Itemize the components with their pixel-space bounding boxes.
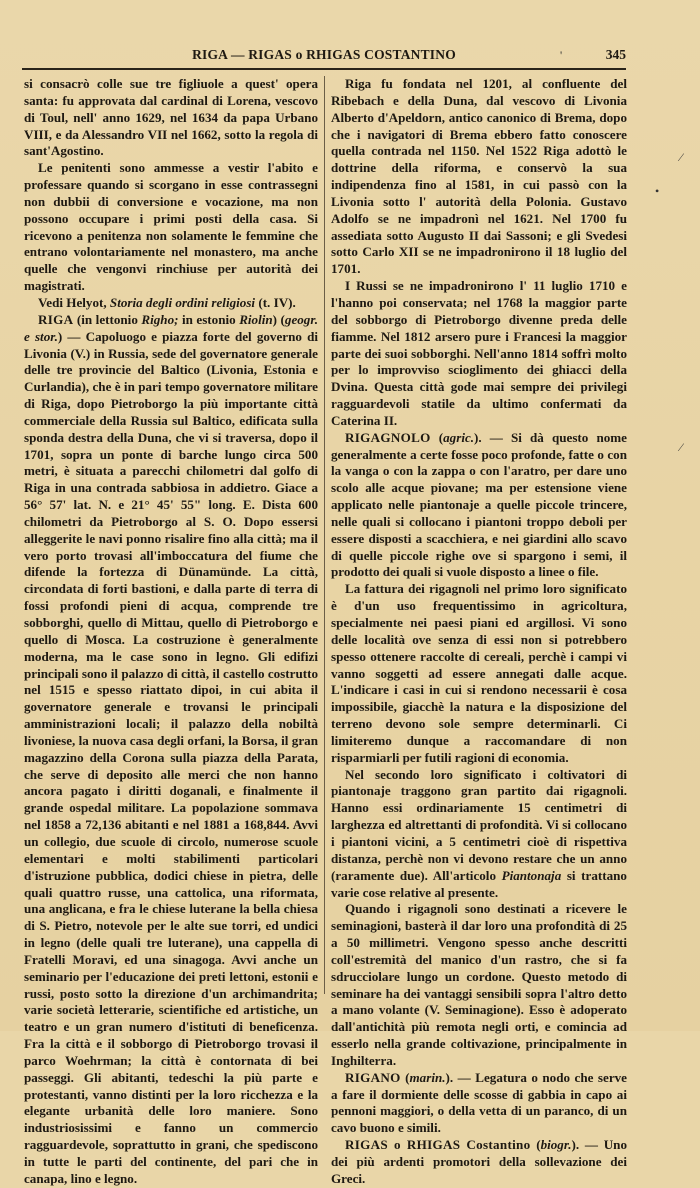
running-header (24, 47, 624, 69)
left-column (24, 76, 318, 1188)
right-column (331, 76, 627, 1188)
entry-meta: Riolin (239, 311, 273, 327)
entry-rigagnolo (331, 430, 627, 582)
entry-riga (24, 312, 318, 1188)
paragraph (331, 767, 627, 902)
entry-category: agric. (443, 429, 475, 445)
entry-headword: RIGAS o RHIGAS Costantino (345, 1137, 531, 1153)
margin-tick: ⁄ (680, 150, 683, 164)
entry-category: geogr. e stor. (24, 311, 318, 344)
entry-meta: ) ( (272, 311, 285, 327)
page-number: 345 (605, 47, 626, 62)
entry-meta: (in lettonio (73, 311, 142, 327)
entry-meta: in estonio (178, 311, 240, 327)
margin-tick: • (655, 184, 660, 198)
running-title: RIGA — RIGAS o RHIGAS COSTANTINO (192, 47, 456, 62)
entry-category: marin. (409, 1069, 446, 1085)
entry-body: ). — Si dà questo nome generalmente a certe fosse poco profonde, fatte o con la vanga o con la zappa o con l'aratro, per dare uno scolo alle acque piovane; ma per estensione viene applicato nelle piantonaje a quelle piccole trincere, nelle quali si collocano i piantoni troppo deboli per essere disposti a scacchiera, e nei giardini allo scavo di quelle piccole righe ove si spargono i semi, il prodotto dei quali si vuole disposto a linee o file. (331, 429, 627, 580)
paragraph: si consacrò colle sue tre figliuole a quest' opera santa: fu approvata dal cardinal di Lorena, vescovo di Toul, nell' anno 1629, nel 1634 da papa Urbano VIII, e da Alessandro VII nel 1662, sotto la regola di sant'Agostino. (24, 76, 318, 159)
column-divider (324, 76, 325, 994)
text-run: (t. IV). (255, 294, 296, 310)
entry-body: ). — Legatura o nodo che serve a fare il dormiente delle scosse di gabbia in capo ai pennoni maggiori, o della vetta di un paranco, di un cavo buono e simili. (331, 1069, 627, 1136)
entry-meta: ( (400, 1069, 410, 1085)
reference-paragraph (24, 295, 318, 312)
entry-rigano (331, 1070, 627, 1137)
entry-body: ). — Uno dei più ardenti promotori della sollevazione dei Greci. (331, 1137, 627, 1186)
entry-rigas (331, 1137, 627, 1188)
entry-headword: RIGA (38, 311, 74, 327)
text-run: Vedi Helyot, (38, 294, 110, 310)
entry-meta: Righo; (141, 311, 179, 327)
header-rule (22, 68, 626, 70)
paragraph: Riga fu fondata nel 1201, al confluente del Ribebach e della Duna, dal vescovo di Livonia Alberto d'Apeldorn, antico canonico di Brema, dopo che i navigatori di Brema ebbero fatto conoscere quella contrada nel 1150. Nel 1522 Riga adottò le dottrine della riforma, e conservò la sua indipendenza fino al 1581, in cui passò con la Livonia sotto l' autorità della Polonia. Gustavo Adolfo se ne impadronì nel 1621. Nel 1700 fu assediata sotto Augusto II dai Sassoni; e gli Svedesi sotto Carlo XII se ne impadronirono il 18 luglio del 1701. (331, 76, 627, 277)
paragraph: Quando i rigagnoli sono destinati a ricevere le seminagioni, basterà il dar loro una profondità di 25 a 50 millimetri. Vengono spesso anche descritti coll'estremità del manico d'un rastro, che si fa sdrucciolare lungo un cordone. Questo metodo di seminare ha dei vantaggi sensibili sopra l'altro detto a mano volante (V. Seminagione). Esso è adoperato dall'antichità più remota negli orti, e comincia ad esserlo nella grande coltivazione, principalmente in Inghilterra. (331, 901, 627, 1068)
entry-meta: ( (530, 1137, 541, 1153)
entry-headword: RIGAGNOLO (345, 429, 431, 445)
cross-reference: Piantonaja (501, 867, 562, 883)
cited-title: Storia degli ordini religiosi (109, 294, 256, 310)
paragraph: I Russi se ne impadronirono l' 11 luglio 1710 e l'hanno poi conservata; nel 1768 la maggior parte del sobborgo di Pietroborgo divenne preda delle fiamme. Nel 1812 arsero pure i Francesi la maggior parte dei suoi sobborghi. Nell'anno 1814 soffrì molto per lo improvviso scioglimento dei ghiacci della Dvina. Questa città gode mai sempre dei privilegi ragguardevoli statile da ultimo confermati da Caterina II. (331, 278, 627, 428)
text-run: si trattano varie cose relative al presente. (331, 867, 627, 900)
margin-tick: ⁄ (680, 440, 683, 454)
margin-tick: ' (560, 48, 563, 62)
entry-headword: RIGANO (345, 1069, 401, 1085)
text-run: Nel secondo loro significato i coltivatori di piantonaje traggono gran partito dai rigagnoli. Hanno essi ordinariamente 15 centimetri di larghezza ed altrettanti di profondità. Vi si collocano i piantoni vicini, a 5 centimetri cioè di rispettiva distanza, perchè non vi devono restare che un anno (raramente due). All'articolo (331, 766, 627, 883)
paragraph: La fattura dei rigagnoli nel primo loro significato è d'un uso frequentissimo in agricoltura, specialmente nei paesi piani ed argillosi. Vi sono delle località ove senza di essi non si potrebbero spesso ottenere raccolte di cereali, perchè i campi vi vanno soggetti ad essere annegati dalle acque. L'indicare i casi in cui si rendono necessarii è cosa impossibile, giacchè la natura e la disposizione del terreno devono sole sempre determinarli. Ci limiteremo dunque a raccomandare di non risparmiarli per futili ragioni di economia. (331, 581, 627, 765)
entry-body: ) — Capoluogo e piazza forte del governo di Livonia (V.) in Russia, sede del governatore generale delle tre provincie del Baltico (Livonia, Estonia e Curlandia), che è in pari tempo governatore militare di Riga, dopo Pietroborgo la più importante città commerciale della Russia sul Baltico, edificata sulla sponda destra della Duna, che vi si traversa, dopo il 1701, sopra un ponte di barche lungo circa 500 metri, è situata a parecchi chilometri dal golfo di Riga in una contrada sabbiosa in addietro. Giace a 56° 57' lat. N. e 21° 45' 55" long. E. Dista 600 chilometri da Pietroborgo al S. O. Dopo essersi alleggerite le navi ponno risalire fino alla città; ma il vero porto trovasi all'imboccatura del fiume che difende la fortezza di Dünamünde. La città, circondata di forti bastioni, e dalla parte di terra di fossi profondi pieni di acqua, comprende tre sobborghi, quello di Mittau, quello di Pietroborgo e quello di Mosca. La costruzione è generalmente moderna, ma le case sono in legno. Gli edifizi principali sono il palazzo di città, il castello costrutto nel 1515 e spesso riattato dipoi, in cui abita il governatore generale e trovansi le principali amministrazioni locali; il palazzo della nobiltà livoniese, la nuova casa degli orfani, la Borsa, il gran magazzino della Corona sulla piazza della Parata, che serve di deposito alle merci che non hanno ancora pagato i diritti doganali, e finalmente il grande ospedal militare. La popolazione sommava nel 1858 a 72,136 abitanti e nel 1881 a 168,844. Avvi un collegio, due scuole di circolo, numerose scuole elementari e molti stabilimenti particolari d'istruzione pubblica, dodici chiese in pietra, delle quali quattro russe, una cattolica, una riformata, una anglicana, e fra le chiese luterane la bella chiesa di S. Pietro, notevole per le alte sue torri, ed undici in legno (delle quali tre luterane), una cappella di Fratelli Moravi, ed una sinagoga. Avvi anche un seminario per l'educazione dei preti lettoni, estonii e russi, posto sotto la direzione d'un archimandrita; varie società letterarie, scientifiche ed artistiche, un teatro e un gran numero d'istituti di beneficenza. Fra la città e il sobborgo di Pietroborgo trovasi il parco Woehrman; la città è contornata di bei passeggi. Gli abitanti, tedeschi la più parte e protestanti, vanno distinti per la loro ricchezza e la elegante urbanità delle loro maniere. Sono industriosissimi e fanno un commercio ragguardevole, soprattutto in grani, che spediscono in tutte le parti del continente, del pari che in canapa, lino e legno. (24, 328, 318, 1186)
entry-category: biogr. (540, 1137, 572, 1153)
paragraph: Le penitenti sono ammesse a vestir l'abito e professare quando si scorgano in esse contrassegni non dubbii di conversione e vocazione, ma non possono occupare i primi posti della casa. Si ricevono a penitenza non solamente le femmine che entrano volontariamente nel monastero, ma anche quelle che vengonvi rinchiuse per autorità dei magistrati. (24, 160, 318, 294)
entry-meta: ( (430, 429, 444, 445)
